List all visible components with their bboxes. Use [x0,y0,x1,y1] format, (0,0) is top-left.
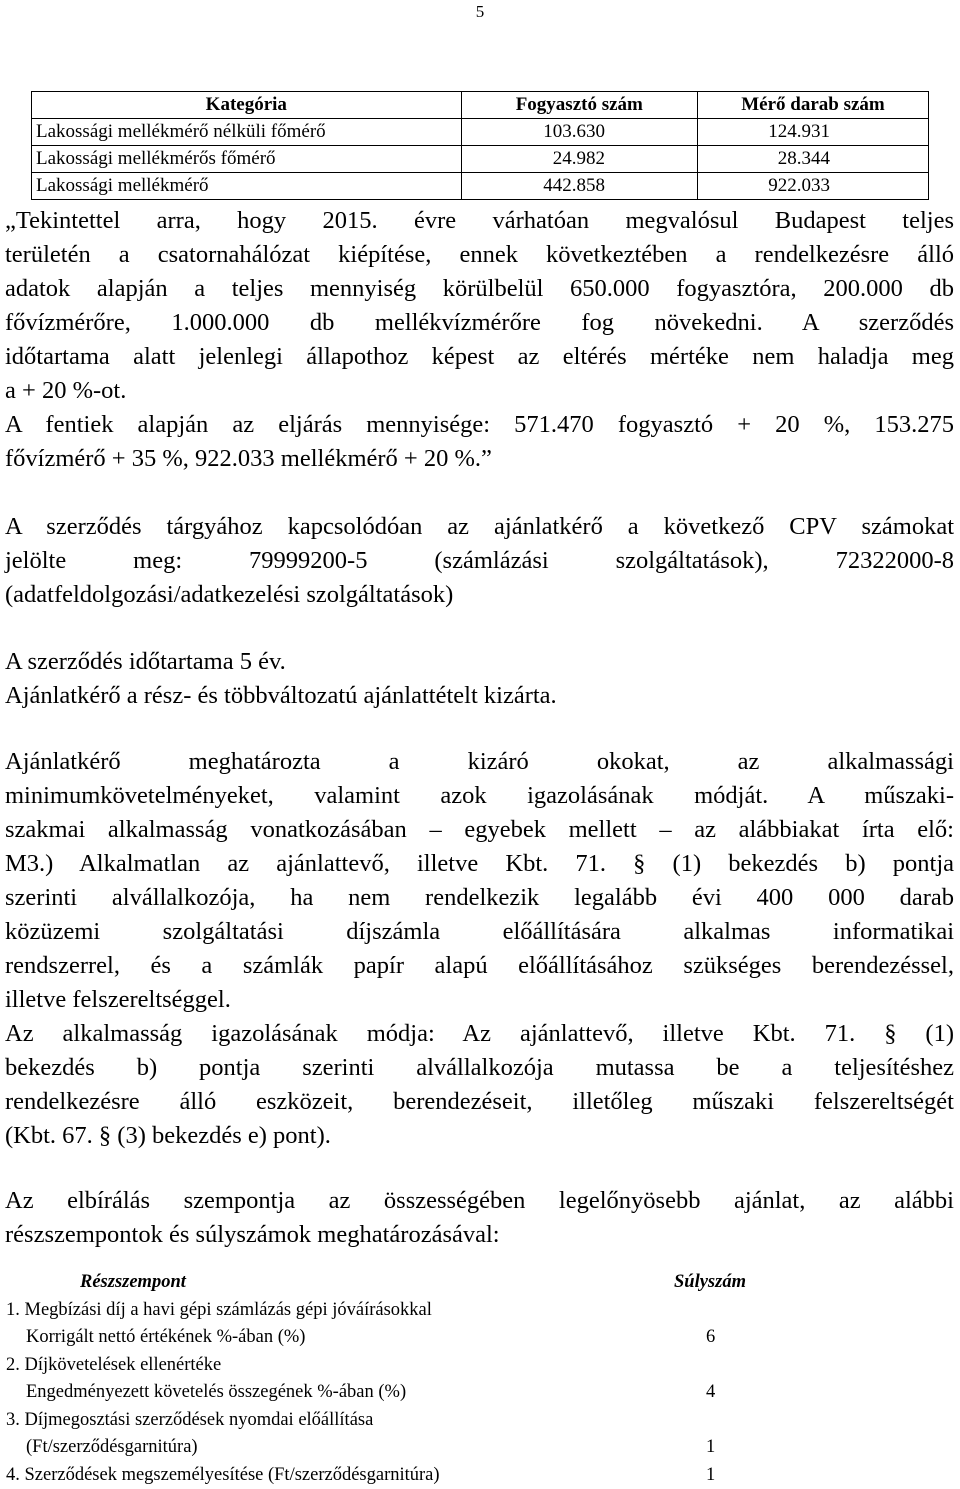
text-line: Ajánlatkérő a rész- és többváltozatú ajánlattételt kizárta. [5,679,954,713]
criterion-title-text: 4. Szerződések megszemélyesítése (Ft/szerződésgarnitúra) [6,1465,440,1485]
criterion-weight: 4 [706,1379,715,1407]
table-cell-category: Lakossági mellékmérő [32,173,462,200]
criterion-weight: 6 [706,1324,715,1352]
table-header-row [32,92,929,119]
column-header-meter-count: Mérő darab szám [697,92,928,119]
evaluation-paragraph [5,1184,954,1252]
table-cell-consumer-count: 24.982 [461,146,697,173]
text-line: (adatfeldolgozási/adatkezelési szolgáltatások) [5,578,954,612]
text-line: időtartama alatt jelenlegi állapothoz képest az eltérés mértéke nem haladja meg [5,340,954,374]
cpv-paragraph [5,510,954,612]
eligibility-paragraph [5,745,954,1153]
criterion-title [6,1407,766,1435]
table-cell-meter-count: 28.344 [697,146,928,173]
text-line: a + 20 %-ot. [5,374,954,408]
table-row [32,119,929,146]
criterion-sub-text: Korrigált nettó értékének %-ában (%) [26,1324,305,1352]
criterion-title [6,1352,766,1380]
text-line: (Kbt. 67. § (3) bekezdés e) pont). [5,1119,954,1153]
text-line: részszempontok és súlyszámok meghatározásával: [5,1218,954,1252]
sub-criteria-header-name: Részszempont [80,1269,186,1297]
text-line: szakmai alkalmasság vonatkozásában – egyebek mellett – az alábbiakat írta elő: [5,813,954,847]
text-line: rendelkezésre álló eszközeit, berendezéseit, illetőleg műszaki felszereltségét [5,1085,954,1119]
criterion-sub-text: Engedményezett követelés összegének %-ában (%) [26,1379,406,1407]
criterion-sub-text: (Ft/szerződésgarnitúra) [26,1434,198,1462]
text-line: M3.) Alkalmatlan az ajánlattevő, illetve Kbt. 71. § (1) bekezdés b) pontja [5,847,954,881]
sub-criteria-header [6,1269,766,1297]
duration-paragraph [5,645,954,713]
text-line: adatok alapján a teljes mennyiség körülbelül 650.000 fogyasztóra, 200.000 db [5,272,954,306]
criterion-title [6,1462,766,1489]
text-line: Az alkalmasság igazolásának módja: Az ajánlattevő, illetve Kbt. 71. § (1) [5,1017,954,1051]
table-row [32,146,929,173]
table-cell-consumer-count: 103.630 [461,119,697,146]
criterion-detail [6,1324,766,1352]
text-line: A szerződés tárgyához kapcsolódóan az ajánlatkérő a következő CPV számokat [5,510,954,544]
text-line: rendszerrel, és a számlák papír alapú előállításához szükséges berendezéssel, [5,949,954,983]
text-line: „Tekintettel arra, hogy 2015. évre várhatóan megvalósul Budapest teljes [5,204,954,238]
column-header-consumer-count: Fogyasztó szám [461,92,697,119]
text-line: illetve felszereltséggel. [5,983,954,1017]
sub-criteria-header-weight: Súlyszám [674,1269,746,1297]
category-table [31,91,929,200]
text-line: fővízmérő + 35 %, 922.033 mellékmérő + 20 %.” [5,442,954,476]
text-line: közüzemi szolgáltatási díjszámla előállítására alkalmas informatikai [5,915,954,949]
text-line: fővízmérőre, 1.000.000 db mellékvízmérőre fog növekedni. A szerződés [5,306,954,340]
criterion-weight: 1 [706,1462,715,1489]
criterion-title-text: 3. Díjmegosztási szerződések nyomdai előállítása [6,1410,373,1430]
criterion-title [6,1297,766,1325]
page-number: 5 [0,2,960,22]
text-line: Az elbírálás szempontja az összességében legelőnyösebb ajánlat, az alábbi [5,1184,954,1218]
text-line: jelölte meg: 79999200-5 (számlázási szolgáltatások), 72322000-8 [5,544,954,578]
sub-criteria-list [6,1269,766,1489]
text-line: bekezdés b) pontja szerinti alvállalkozója mutassa be a teljesítéshez [5,1051,954,1085]
table-cell-category: Lakossági mellékmérős főmérő [32,146,462,173]
table-cell-category: Lakossági mellékmérő nélküli főmérő [32,119,462,146]
text-line: Ajánlatkérő meghatározta a kizáró okokat, az alkalmassági [5,745,954,779]
table-row [32,173,929,200]
text-line: területén a csatornahálózat kiépítése, ennek következtében a rendelkezésre álló [5,238,954,272]
text-line: A szerződés időtartama 5 év. [5,645,954,679]
criterion-title-text: 2. Díjkövetelések ellenértéke [6,1355,221,1375]
table-cell-consumer-count: 442.858 [461,173,697,200]
table-cell-meter-count: 124.931 [697,119,928,146]
table-cell-meter-count: 922.033 [697,173,928,200]
text-line: minimumkövetelményeket, valamint azok igazolásának módját. A műszaki- [5,779,954,813]
quantity-paragraph [5,204,954,476]
criterion-title-text: 1. Megbízási díj a havi gépi számlázás gépi jóváírásokkal [6,1300,432,1320]
criterion-detail [6,1379,766,1407]
text-line: szerinti alvállalkozója, ha nem rendelkezik legalább évi 400 000 darab [5,881,954,915]
criterion-detail [6,1434,766,1462]
criterion-weight: 1 [706,1434,715,1462]
text-line: A fentiek alapján az eljárás mennyisége: 571.470 fogyasztó + 20 %, 153.275 [5,408,954,442]
column-header-category: Kategória [32,92,462,119]
